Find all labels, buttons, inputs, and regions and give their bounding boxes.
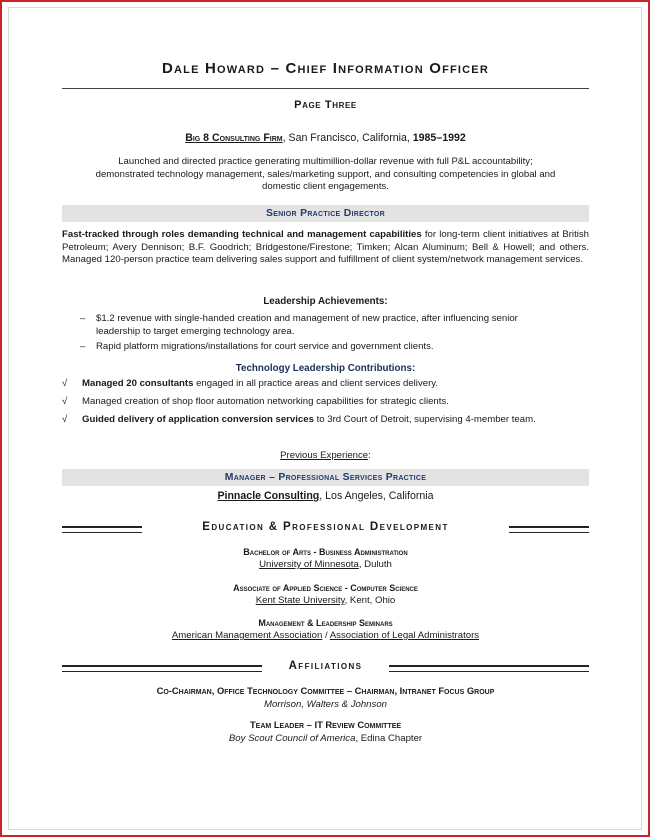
previous-experience-text: Previous Experience: [280, 450, 369, 461]
degree-school-line: [62, 595, 589, 608]
page-label: Page Three: [294, 99, 357, 111]
heading-dash: –: [265, 60, 286, 77]
degree-heading: Associate of Applied Science - Computer Science: [233, 583, 418, 593]
tech-item-text: Managed creation of shop floor automation networking capabilities for strategic clients.: [82, 396, 449, 407]
seminars-heading: Management & Leadership Seminars: [258, 618, 393, 628]
heading-rule: [62, 88, 589, 89]
affiliations-title: Affiliations: [288, 660, 363, 672]
tech-item-text: engaged in all practice areas and client services delivery.: [193, 378, 439, 389]
firm-description: Launched and directed practice generating multimillion-dollar revenue with full P&L accountability; demonstrated technology management, sales/marketing support, and consulting competencies in global and domestic client engagements.: [95, 156, 556, 192]
tech-item: [62, 378, 589, 391]
affiliation-heading: Co-Chairman, Office Technology Committee – Chairman, Intranet Focus Group: [156, 685, 495, 696]
school-place: , Kent, Ohio: [344, 595, 396, 606]
check-bullet-icon: √: [62, 396, 68, 407]
leadership-item-text: $1.2 revenue with single-handed creation and management of new practice, after influencing senior leadership to target emerging technology area.: [96, 313, 518, 337]
affiliation-heading: Team Leader – IT Review Committee: [249, 719, 402, 730]
candidate-name: Dale Howard: [162, 60, 266, 77]
tech-item-text: to 3rd Court of Detroit, supervising 4-member team.: [313, 414, 536, 425]
affiliation-org-line: [62, 733, 589, 746]
firm-name: Big 8 Consulting Firm: [185, 132, 283, 144]
tech-item-bold: Managed 20 consultants: [82, 378, 194, 389]
manager-band: Manager – Professional Services Practice: [62, 469, 589, 486]
affiliation-org-rest: , Edina Chapter: [355, 733, 423, 744]
dash-bullet: –: [80, 341, 86, 352]
section-rule-right: [389, 665, 589, 672]
previous-experience-colon: :: [368, 450, 371, 461]
firm-line: [62, 132, 589, 145]
seminar-org: American Management Association: [171, 630, 323, 641]
tech-item-bold: Guided delivery of application conversion services: [82, 414, 314, 425]
tech-contributions-heading: Technology Leadership Contributions:: [235, 363, 416, 374]
section-rule-left: [62, 526, 142, 533]
section-rule-right: [509, 526, 589, 533]
school-name: University of Minnesota: [259, 559, 359, 570]
senior-summary-bold: Fast-tracked through roles demanding technical and management capabilities: [62, 229, 422, 240]
tech-item: [62, 396, 589, 409]
affiliation-org: Boy Scout Council of America: [228, 733, 356, 744]
previous-experience-label: [62, 450, 589, 463]
degree-school-line: [62, 559, 589, 572]
leadership-item: [80, 313, 529, 338]
pinnacle-line: [62, 490, 589, 503]
company-location: , Los Angeles, California: [319, 490, 434, 502]
check-bullet-icon: √: [62, 378, 68, 389]
school-name: Kent State University: [255, 595, 345, 606]
degree-heading: Bachelor of Arts - Business Administration: [243, 547, 408, 557]
firm-years: 1985–1992: [412, 132, 466, 144]
dash-bullet: –: [80, 313, 86, 324]
leadership-item-text: Rapid platform migrations/installations for court service and government clients.: [96, 341, 434, 352]
check-bullet-icon: √: [62, 414, 68, 425]
senior-summary: [62, 229, 589, 267]
firm-location: , San Francisco, California,: [282, 132, 413, 144]
seminar-org: Association of Legal Administrators: [329, 630, 480, 641]
candidate-role: Chief Information Officer: [285, 60, 489, 77]
affiliation-org: Morrison, Walters & Johnson: [264, 699, 387, 710]
senior-practice-director-band: Senior Practice Director: [62, 205, 589, 222]
school-place: , Duluth: [358, 559, 392, 570]
leadership-heading: Leadership Achievements:: [263, 296, 388, 307]
section-rule-left: [62, 665, 262, 672]
seminars-line: [62, 630, 589, 643]
education-title: Education & Professional Development: [202, 521, 449, 533]
company-name: Pinnacle Consulting: [217, 490, 320, 502]
leadership-item: [80, 341, 529, 354]
tech-item: [62, 414, 589, 427]
senior-summary-rest: for long-term client initiatives at British Petroleum; Avery Dennison; B.F. Goodrich; Bridgestone/Firestone; Timken; Alcan Aluminum; Bell & Howell; and others. Managed 120-person practice team delivering sales support and fulfillment of client system/network management services.: [62, 229, 589, 265]
seminar-separator: /: [322, 630, 330, 641]
resume-heading: [62, 60, 589, 77]
